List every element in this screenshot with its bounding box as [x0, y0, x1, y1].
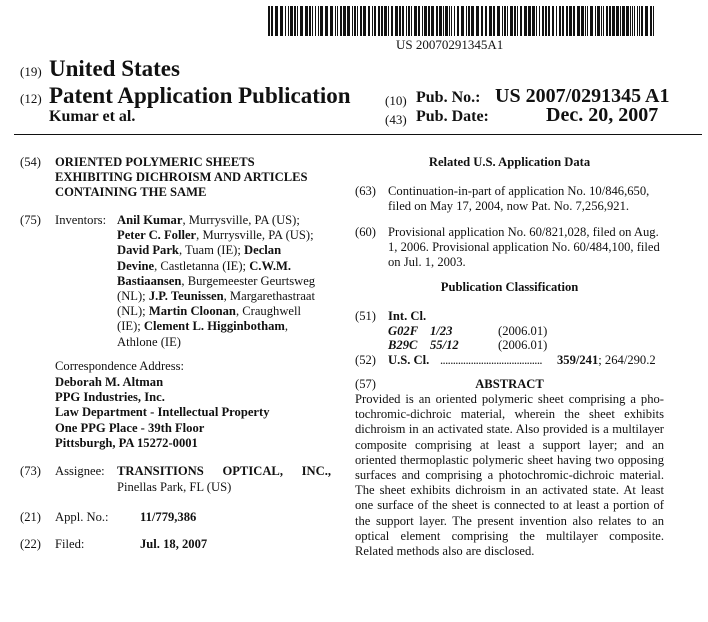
- inventor-name: Bastiaansen: [117, 273, 182, 288]
- barcode-bar: [275, 6, 278, 36]
- related-line: on Jul. 1, 2003.: [388, 255, 466, 270]
- inventor-location: (NL);: [117, 304, 149, 319]
- barcode-bar: [528, 6, 531, 36]
- inventor-line: [117, 243, 357, 258]
- barcode-bar: [300, 6, 303, 36]
- barcode-bar: [399, 6, 401, 36]
- barcode-bar: [650, 6, 652, 36]
- barcode-bar: [406, 6, 407, 36]
- appl-no: 11/779,386: [140, 510, 197, 524]
- barcode-bar: [378, 6, 380, 36]
- barcode-bar: [616, 6, 619, 36]
- inventor-line: [117, 213, 357, 228]
- inventor-line: [117, 304, 357, 319]
- barcode-bar: [422, 6, 423, 36]
- barcode-bar: [577, 6, 580, 36]
- int-cl-class: B29C: [388, 338, 418, 352]
- assignee-word: TRANSITIONS: [117, 464, 204, 478]
- barcode-bar: [597, 6, 600, 36]
- barcode-bar: [502, 6, 503, 36]
- barcode-bar: [637, 6, 638, 36]
- barcode-bar: [539, 6, 540, 36]
- title-line: CONTAINING THE SAME: [55, 185, 207, 200]
- barcode-bar: [268, 6, 270, 36]
- barcode-bar: [468, 6, 470, 36]
- abstract-line: oriented thermoplastic polymeric sheet having two opposing: [355, 452, 664, 467]
- filed-date: Jul. 18, 2007: [140, 537, 208, 551]
- code-21: (21): [20, 510, 41, 524]
- barcode-bar: [352, 6, 353, 36]
- country: United States: [49, 56, 180, 81]
- barcode-bar: [466, 6, 467, 36]
- abstract-line: surfaces and comprising a photochromic-dichroic material.: [355, 468, 664, 483]
- barcode-bar: [411, 6, 412, 36]
- barcode-bar: [556, 6, 557, 36]
- barcode-bar: [620, 6, 621, 36]
- inventor-name: Peter C. Foller: [117, 228, 197, 243]
- inventor-location: , Craughwell: [235, 304, 302, 319]
- barcode-bar: [343, 6, 346, 36]
- correspondence-address: [55, 375, 355, 451]
- barcode-bar: [363, 6, 366, 36]
- inventor-location: , Murrysville, PA (US);: [182, 213, 300, 227]
- barcode-bar: [569, 6, 572, 36]
- code-60: (60): [355, 225, 376, 239]
- barcode-bar: [559, 6, 561, 36]
- barcode-bar: [562, 6, 564, 36]
- barcode-bar: [481, 6, 483, 36]
- inventor-location: (IE);: [117, 319, 144, 334]
- barcode-bar: [424, 6, 427, 36]
- barcode-bar: [573, 6, 575, 36]
- abstract-heading: ABSTRACT: [475, 377, 544, 391]
- authors: Kumar et al.: [49, 108, 136, 125]
- barcode-bar: [552, 6, 554, 36]
- barcode-bar: [309, 6, 311, 36]
- title-line: EXHIBITING DICHROISM AND ARTICLES: [55, 170, 308, 185]
- barcode-bar: [457, 6, 459, 36]
- barcode-bar: [581, 6, 584, 36]
- barcode-bar: [271, 6, 273, 36]
- int-cl-version: (2006.01): [498, 338, 548, 352]
- barcode-bar: [388, 6, 389, 36]
- barcode-bar: [461, 6, 464, 36]
- inventor-location: , Tuam (IE);: [178, 243, 245, 258]
- barcode-bar: [285, 6, 286, 36]
- barcode-bar: [372, 6, 373, 36]
- barcode-bar: [374, 6, 376, 36]
- barcode-bar: [418, 6, 420, 36]
- inventor-name: Clement L. Higginbotham: [143, 319, 285, 334]
- address-line: Law Department - Intellectual Property: [55, 405, 270, 420]
- assignee-label: Assignee:: [55, 464, 105, 478]
- barcode-bar: [520, 6, 522, 36]
- related-entry-60: [388, 225, 668, 271]
- abstract-line: tochromic-dichroic material, wherein the sheet exhibits: [355, 407, 664, 422]
- barcode-bar: [603, 6, 604, 36]
- barcode-bar: [318, 6, 319, 36]
- inventor-line: [117, 289, 357, 304]
- barcode-bar: [337, 6, 338, 36]
- barcode-bar: [510, 6, 513, 36]
- barcode-bar: [497, 6, 500, 36]
- pub-no: US 2007/0291345 A1: [495, 85, 670, 107]
- barcode-bar: [439, 6, 442, 36]
- barcode-bar: [471, 6, 474, 36]
- barcode-bar: [622, 6, 625, 36]
- invention-title: [55, 155, 355, 201]
- code-63: (63): [355, 184, 376, 198]
- barcode-bar: [601, 6, 602, 36]
- barcode-bar: [606, 6, 608, 36]
- barcode-bar: [445, 6, 448, 36]
- document-type: Patent Application Publication: [49, 83, 351, 108]
- barcode-bar: [454, 6, 455, 36]
- code-43: (43): [385, 112, 407, 127]
- title-line: ORIENTED POLYMERIC SHEETS: [55, 155, 255, 169]
- code-73: (73): [20, 464, 41, 478]
- barcode-bar: [595, 6, 596, 36]
- inventor-line: [117, 319, 357, 334]
- pub-date: Dec. 20, 2007: [546, 104, 659, 126]
- barcode-bar: [330, 6, 333, 36]
- barcode-bar: [548, 6, 550, 36]
- barcode-bar: [612, 6, 615, 36]
- barcode-bar: [431, 6, 434, 36]
- barcode-bar: [449, 6, 450, 36]
- barcode-bar: [507, 6, 508, 36]
- barcode-bar: [517, 6, 518, 36]
- barcode-bar: [585, 6, 586, 36]
- barcode-bar: [335, 6, 336, 36]
- barcode-bar: [653, 6, 654, 36]
- abstract-line: optical element comprising the multilayer composite.: [355, 528, 664, 543]
- inventor-name: Devine: [117, 258, 155, 273]
- barcode-bar: [443, 6, 444, 36]
- barcode-bar: [290, 6, 293, 36]
- int-cl-label: Int. Cl.: [388, 309, 427, 323]
- barcode-bar: [384, 6, 387, 36]
- int-cl-version: (2006.01): [498, 324, 548, 338]
- barcode-bar: [634, 6, 635, 36]
- related-heading: Related U.S. Application Data: [428, 155, 591, 169]
- barcode-bar: [476, 6, 479, 36]
- inventor-name: Anil Kumar: [117, 213, 183, 227]
- pub-no-label: Pub. No.:: [416, 89, 481, 106]
- inventor-line: [117, 259, 357, 274]
- related-line: filed on May 17, 2004, now Pat. No. 7,256,921.: [388, 199, 630, 214]
- barcode-bar: [360, 6, 362, 36]
- inventor-line: [117, 228, 357, 243]
- barcode-bar: [414, 6, 417, 36]
- inventor-location: Athlone (IE): [117, 334, 181, 349]
- code-54: (54): [20, 155, 41, 169]
- barcode-bar: [632, 6, 633, 36]
- code-22: (22): [20, 537, 41, 551]
- code-57: (57): [355, 377, 376, 391]
- assignee-word: OPTICAL,: [222, 464, 283, 478]
- inventor-location: (NL);: [117, 289, 149, 304]
- inventor-name: Declan: [244, 243, 282, 258]
- barcode-bar: [297, 6, 298, 36]
- barcode-bar: [514, 6, 516, 36]
- barcode-bar: [641, 6, 643, 36]
- inventor-name: David Park: [117, 243, 179, 258]
- code-75: (75): [20, 213, 41, 227]
- us-cl-label: U.S. Cl.: [388, 353, 430, 367]
- filed-label: Filed:: [55, 537, 85, 551]
- header-rule: [14, 134, 702, 135]
- code-10: (10): [385, 93, 407, 108]
- inventors-label: Inventors:: [55, 213, 107, 227]
- abstract-line: The sheet exhibits dichroism in an activated state. At least: [355, 483, 664, 498]
- barcode-bar: [532, 6, 535, 36]
- barcode-bar: [357, 6, 358, 36]
- barcode-bar: [545, 6, 547, 36]
- barcode-bar: [294, 6, 296, 36]
- int-cl-group: 1/23: [430, 324, 453, 338]
- barcode-bar: [408, 6, 410, 36]
- abstract-line: the support layer. The present invention also relates to an: [355, 513, 664, 528]
- inventor-location: , Margarethastraat: [223, 289, 316, 304]
- barcode-bar: [590, 6, 593, 36]
- assignee-location: Pinellas Park, FL (US): [117, 480, 232, 494]
- barcode-bar: [587, 6, 588, 36]
- barcode-bar: [354, 6, 356, 36]
- code-51: (51): [355, 309, 376, 323]
- assignee-name: [117, 464, 331, 479]
- int-cl-class: G02F: [388, 324, 419, 338]
- abstract-line: dichroism in an activated state. Also provided is a multilayer: [355, 422, 664, 437]
- abstract-line: Related methods also are disclosed.: [355, 544, 535, 559]
- barcode-bar: [428, 6, 430, 36]
- inventor-name: Martin Cloonan: [148, 304, 236, 319]
- barcode-bar: [524, 6, 527, 36]
- barcode-bar: [391, 6, 393, 36]
- inventor-location: , Castletanna (IE);: [154, 258, 250, 273]
- inventor-location: , Murrysville, PA (US);: [196, 228, 314, 243]
- int-cl-group: 55/12: [430, 338, 459, 352]
- barcode-bar: [368, 6, 370, 36]
- address-line: One PPG Place - 39th Floor: [55, 420, 205, 435]
- barcode-bar: [639, 6, 640, 36]
- code-12: (12): [20, 91, 42, 106]
- barcode-bar: [436, 6, 438, 36]
- related-line: Provisional application No. 60/821,028, filed on Aug.: [388, 225, 659, 239]
- barcode-bar: [320, 6, 323, 36]
- barcode-bar: [609, 6, 611, 36]
- inventor-name: C.W.M.: [249, 258, 292, 273]
- us-cl-leader: ........................................: [440, 353, 542, 367]
- barcode-bar: [315, 6, 316, 36]
- code-19: (19): [20, 64, 42, 79]
- barcode-bar: [395, 6, 398, 36]
- barcode-bar: [340, 6, 342, 36]
- barcode-bar: [280, 6, 283, 36]
- related-line: 1, 2006. Provisional application No. 60/484,100, filed: [388, 240, 660, 255]
- appl-no-label: Appl. No.:: [55, 510, 109, 524]
- barcode-bar: [542, 6, 544, 36]
- address-line: Pittsburgh, PA 15272-0001: [55, 435, 198, 450]
- classification-heading: Publication Classification: [440, 280, 579, 294]
- barcode-bar: [305, 6, 308, 36]
- barcode-bar: [626, 6, 629, 36]
- barcode-bar: [325, 6, 328, 36]
- inventor-location: ,: [284, 319, 289, 334]
- inventor-line: [117, 274, 357, 289]
- barcode-bar: [645, 6, 648, 36]
- barcode-bar: [630, 6, 631, 36]
- us-cl-values: [557, 353, 656, 368]
- code-52: (52): [355, 353, 376, 367]
- barcode-bar: [381, 6, 383, 36]
- barcode-bar: [451, 6, 452, 36]
- barcode-bar: [566, 6, 568, 36]
- inventor-name: J.P. Teunissen: [148, 289, 224, 304]
- barcode: [268, 6, 654, 36]
- barcode-bar: [536, 6, 537, 36]
- abstract-text: [355, 392, 664, 559]
- barcode-bar: [504, 6, 506, 36]
- barcode-bar: [493, 6, 495, 36]
- inventors-list: [117, 213, 357, 350]
- address-line: PPG Industries, Inc.: [55, 390, 165, 405]
- abstract-line: Provided is an oriented polymeric sheet comprising a pho-: [355, 392, 664, 406]
- barcode-number: US 20070291345A1: [396, 37, 504, 52]
- inventor-line: [117, 335, 357, 350]
- related-line: Continuation-in-part of application No. 10/846,650,: [388, 184, 650, 198]
- barcode-bar: [347, 6, 350, 36]
- us-cl-main: 359/241: [557, 353, 599, 367]
- barcode-bar: [489, 6, 492, 36]
- inventor-location: , Burgemeester Geurtsweg: [181, 273, 316, 288]
- related-entry-63: [388, 184, 666, 214]
- barcode-bar: [402, 6, 404, 36]
- assignee-word: INC.,: [301, 464, 331, 478]
- abstract-line: one surface of the sheet is connected to at least a portion of: [355, 498, 664, 513]
- us-cl-rest: ; 264/290.2: [598, 353, 656, 367]
- barcode-bar: [485, 6, 487, 36]
- abstract-line: composite comprising at least a support layer; and an: [355, 437, 664, 452]
- address-line: Deborah M. Altman: [55, 375, 164, 389]
- barcode-bar: [312, 6, 313, 36]
- pub-date-label: Pub. Date:: [416, 108, 489, 125]
- barcode-bar: [288, 6, 289, 36]
- correspondence-label: Correspondence Address:: [55, 359, 185, 373]
